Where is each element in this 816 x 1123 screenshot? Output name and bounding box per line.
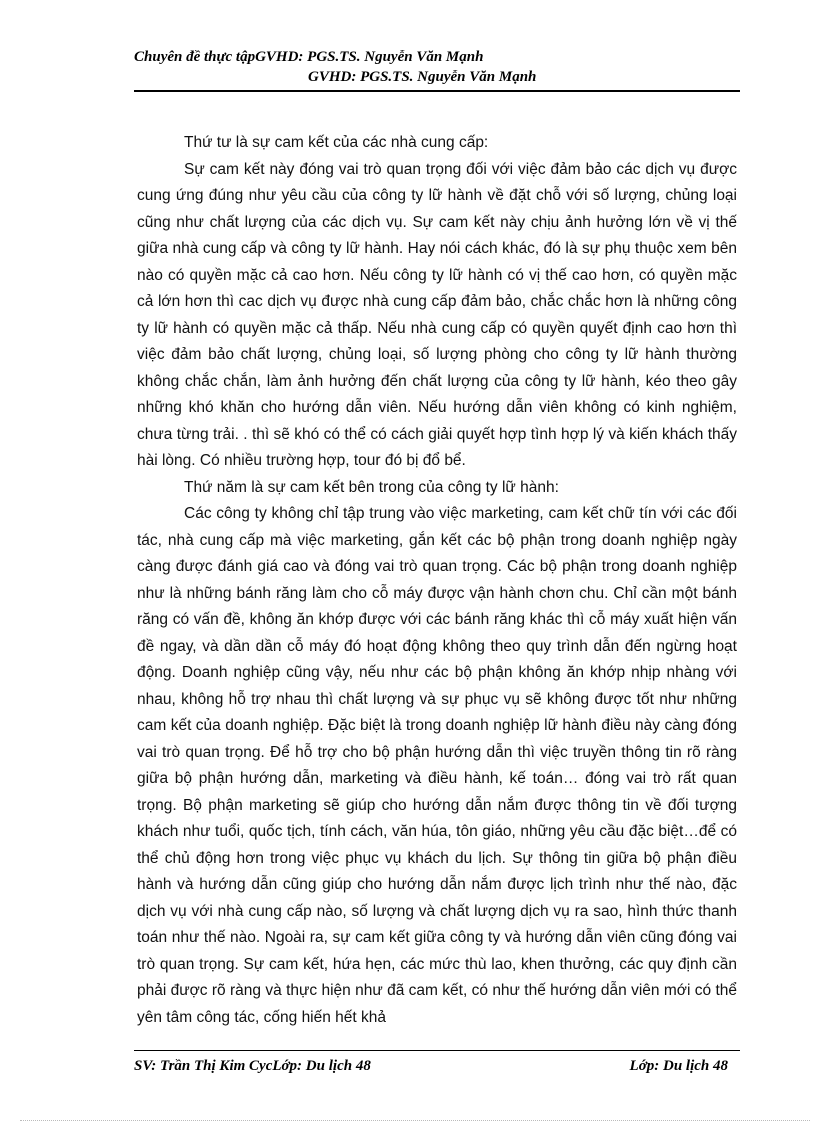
header-line-2: GVHD: PGS.TS. Nguyễn Văn Mạnh [308,69,537,85]
header-divider [134,90,740,92]
paragraph-4: Các công ty không chỉ tập trung vào việc marketing, cam kết chữ tín với các đối tác, nhà cung cấp mà việc marketing, gắn kết các bộ phận trong doanh nghiệp ngày càng được đánh giá cao và đóng vai trò quan trọng. Các bộ phận trong doanh nghiệp như là những bánh răng làm cho cỗ máy được vận hành chơn chu. Chỉ cần một bánh răng có vấn đề, không ăn khớp được với các bánh răng khác thì cỗ máy xuất hiện vấn đề ngay, và dần dần cỗ máy đó hoạt động không theo quy trình dẫn đến ngừng hoạt động. Doanh nghiệp cũng vậy, nếu như các bộ phận không ăn khớp nhịp nhàng với nhau, không hỗ trợ nhau thì chất lượng và sự phục vụ sẽ không được tốt như những cam kết của doanh nghiệp. Đặc biệt là trong doanh nghiệp lữ hành điều này càng đóng vai trò quan trọng. Để hỗ trợ cho bộ phận hướng dẫn thì việc truyền thông tin rõ ràng giữa bộ phận hướng dẫn, marketing và điều hành, kế toán… đóng vai trò rất quan trọng. Bộ phận marketing sẽ giúp cho hướng dẫn nắm được thông tin về đối tượng khách như tuổi, quốc tịch, tính cách, văn húa, tôn giáo, những yêu cầu đặc biệt…để có thể chủ động hơn trong việc phục vụ khách du lịch. Sự thông tin giữa bộ phận điều hành và hướng dẫn cũng giúp cho hướng dẫn nắm được lịch trình như thế nào, đặc dịch vụ với nhà cung cấp nào, số lượng và chất lượng dịch vụ ra sao, hình thức thanh toán như thế nào. Ngoài ra, sự cam kết giữa công ty và hướng dẫn viên cũng đóng vai trò quan trọng. Sự cam kết, hứa hẹn, các mức thù lao, khen thưởng, các quy định cần phải được rõ ràng và thực hiện như đã cam kết, có như thế hướng dẫn viên mới có thể yên tâm công tác, cống hiến hết khả [137,505,737,1026]
page-bottom-border [20,1120,810,1121]
page-footer [134,1058,740,1075]
footer-student: SV: Trần Thị Kim CycLớp: Du lịch 48 [134,1058,371,1074]
header-line-1: Chuyên đề thực tậpGVHD: PGS.TS. Nguyễn Văn Mạnh [134,49,484,65]
footer-class: Lớp: Du lịch 48 [629,1058,728,1074]
footer-divider [134,1050,740,1051]
document-body [137,130,737,1031]
paragraph-2: Sự cam kết này đóng vai trò quan trọng đối với việc đảm bảo các dịch vụ được cung ứng đúng như yêu cầu của công ty lữ hành về đặt chỗ với số lượng, chủng loại cũng như chất lượng của các dịch vụ. Sự cam kết này chịu ảnh hưởng lớn về vị thế giữa nhà cung cấp và công ty lữ hành. Hay nói cách khác, đó là sự phụ thuộc xem bên nào có quyền mặc cả cao hơn. Nếu công ty lữ hành có vị thế cao hơn, có quyền mặc cả lớn hơn thì cac dịch vụ được nhà cung cấp đảm bảo, chắc chắc hơn là những công ty lữ hành có quyền mặc cả thấp. Nếu nhà cung cấp có quyền quyết định cao hơn thì việc đảm bảo chất lượng, chủng loại, số lượng phòng cho công ty lữ hành thường không chắc chắn, làm ảnh hưởng đến chất lượng của công ty lữ hành, kéo theo gây những khó khăn cho hướng dẫn viên. Nếu hướng dẫn viên không có kinh nghiệm, chưa từng trải. . thì sẽ khó có thể có cách giải quyết hợp tình hợp lý và kiến khách thấy hài lòng. Có nhiều trường hợp, tour đó bị đổ bể. [137,160,737,469]
paragraph-1: Thứ tư là sự cam kết của các nhà cung cấp: [184,134,489,151]
page-header [134,47,740,87]
paragraph-3: Thứ năm là sự cam kết bên trong của công ty lữ hành: [184,478,559,496]
